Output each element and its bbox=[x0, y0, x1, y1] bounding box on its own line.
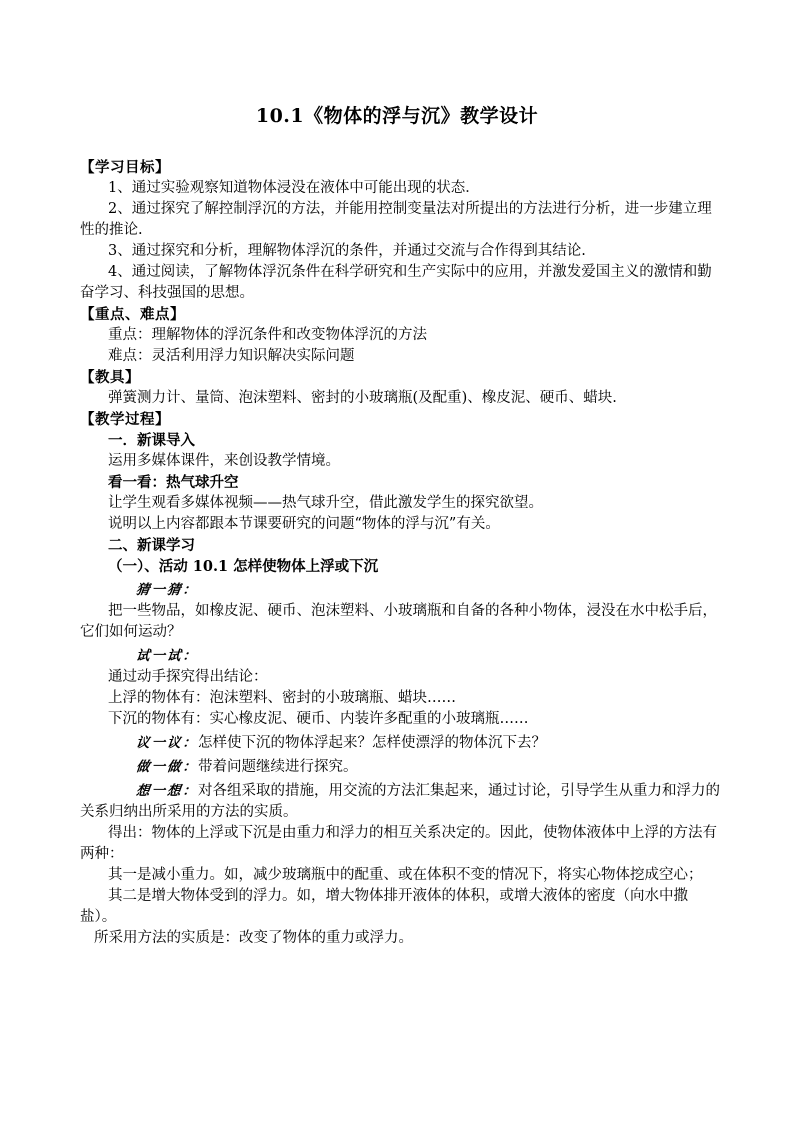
do-label: 做一做： bbox=[135, 759, 199, 775]
think-line bbox=[80, 781, 720, 823]
try-text-2: 上浮的物体有：泡沫塑料、密封的小玻璃瓶、蜡块…… bbox=[108, 690, 456, 706]
objective-item-1: 1、通过实验观察知道物体浸没在液体中可能出现的状态． bbox=[108, 180, 480, 196]
look-text-1: 让学生观看多媒体视频——热气球升空，借此激发学生的探究欲望。 bbox=[108, 495, 543, 511]
document-body bbox=[80, 157, 720, 949]
do-text: 带着问题继续进行探究。 bbox=[198, 759, 358, 775]
tools-text: 弹簧测力计、量筒、泡沫塑料、密封的小玻璃瓶(及配重)、橡皮泥、硬币、蜡块. bbox=[108, 390, 617, 406]
discuss-line bbox=[80, 733, 720, 754]
tools-heading: 【教具】 bbox=[80, 369, 140, 386]
guess-text: 把一些物品，如橡皮泥、硬币、泡沫塑料、小玻璃瓶和自备的各种小物体，浸没在水中松手后，它们如何运动？ bbox=[80, 603, 717, 640]
keypoint-difficulty: 难点：灵活利用浮力知识解决实际问题 bbox=[108, 348, 355, 364]
new-lesson-heading: 二、新课学习 bbox=[108, 537, 195, 554]
think-text: 对各组采取的措施，用交流的方法汇集起来，通过讨论，引导学生从重力和浮力的关系归纳出所采用的方法的实质。 bbox=[80, 783, 720, 820]
activity-heading: （一）、活动 10.1 怎样使物体上浮或下沉 bbox=[108, 558, 379, 575]
try-label-line bbox=[80, 646, 720, 667]
objectives-heading: 【学习目标】 bbox=[80, 159, 170, 176]
objective-item-4: 4、通过阅读，了解物体浮沉条件在科学研究和生产实际中的应用，并激发爱国主义的激情和勤奋学习、科技强国的思想。 bbox=[80, 264, 712, 301]
look-text-2: 说明以上内容都跟本节课要研究的问题“物体的浮与沉”有关。 bbox=[108, 516, 500, 532]
intro-heading: 一．新课导入 bbox=[108, 432, 195, 449]
objective-item-2: 2、通过探究了解控制浮沉的方法，并能用控制变量法对所提出的方法进行分析，进一步建立理性的推论. bbox=[80, 201, 712, 238]
keypoints-heading: 【重点、难点】 bbox=[80, 306, 185, 323]
method-2: 其二是增大物体受到的浮力。如，增大物体排开液体的体积，或增大液体的密度（向水中撒盐）。 bbox=[80, 888, 688, 925]
discuss-label: 议一议： bbox=[135, 735, 199, 751]
try-text-1: 通过动手探究得出结论： bbox=[108, 669, 268, 685]
try-text-3: 下沉的物体有：实心橡皮泥、硬币、内装许多配重的小玻璃瓶…… bbox=[108, 711, 529, 727]
intro-text: 运用多媒体课件，来创设教学情境。 bbox=[108, 453, 340, 469]
guess-label: 猜一猜： bbox=[135, 582, 199, 598]
think-label: 想一想： bbox=[135, 783, 199, 799]
process-heading: 【教学过程】 bbox=[80, 411, 170, 428]
essence-text: 所采用方法的实质是：改变了物体的重力或浮力。 bbox=[94, 930, 413, 946]
try-label: 试一试： bbox=[135, 648, 199, 664]
keypoint-key: 重点：理解物体的浮沉条件和改变物体浮沉的方法 bbox=[108, 327, 427, 343]
result-text: 得出：物体的上浮或下沉是由重力和浮力的相互关系决定的。因此，使物体液体中上浮的方法有两种： bbox=[80, 825, 717, 862]
discuss-text: 怎样使下沉的物体浮起来？怎样使漂浮的物体沉下去？ bbox=[198, 735, 546, 751]
page-title: 10.1《物体的浮与沉》教学设计 bbox=[255, 105, 539, 127]
guess-label-line bbox=[80, 580, 720, 601]
objective-item-3: 3、通过探究和分析，理解物体浮沉的条件，并通过交流与合作得到其结论. bbox=[108, 243, 586, 259]
method-1: 其一是减小重力。如，减少玻璃瓶中的配重、或在体积不变的情况下，将实心物体挖成空心； bbox=[108, 867, 703, 883]
do-line bbox=[80, 757, 720, 778]
look-heading: 看一看：热气球升空 bbox=[108, 474, 239, 491]
